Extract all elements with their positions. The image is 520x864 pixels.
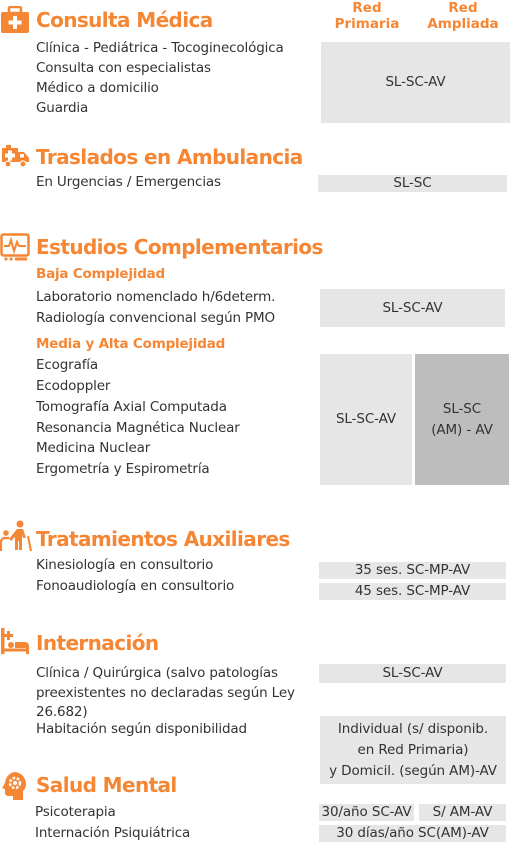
column-header-line: Red <box>352 0 382 16</box>
column-header-line: Ampliada <box>427 16 499 32</box>
coverage-box: SL-SC-AV <box>319 664 506 683</box>
head-gear-icon <box>0 771 32 803</box>
section-title-estudios: Estudios Complementarios <box>36 235 323 259</box>
column-header-line: Primaria <box>334 16 400 32</box>
list-item: Tomografía Axial Computada <box>36 399 227 415</box>
section-title-internacion: Internación <box>36 631 159 655</box>
list-item: Internación Psiquiátrica <box>35 825 191 841</box>
list-item: Clínica / Quirúrgica (salvo patologías <box>36 665 278 681</box>
section-title-traslados: Traslados en Ambulancia <box>36 145 303 169</box>
coverage-line: en Red Primaria) <box>357 741 469 758</box>
column-header-red-primaria <box>322 0 412 32</box>
column-header-line: Red <box>448 0 478 16</box>
coverage-box-psicoterapia-primaria: 30/año SC-AV <box>319 804 414 821</box>
list-item: Ergometría y Espirometría <box>36 461 210 477</box>
hospital-bed-icon <box>0 627 32 659</box>
subsection-title-baja: Baja Complejidad <box>36 266 166 282</box>
list-item: Ecografía <box>36 357 99 373</box>
coverage-box-psicoterapia-ampliada: S/ AM-AV <box>419 804 506 821</box>
coverage-box: 30 días/año SC(AM)-AV <box>319 825 506 842</box>
coverage-box: 45 ses. SC-MP-AV <box>319 583 506 600</box>
subsection-title-media: Media y Alta Complejidad <box>36 336 226 352</box>
list-item: Radiología convencional según PMO <box>36 310 275 326</box>
section-title-tratamientos: Tratamientos Auxiliares <box>36 527 290 551</box>
section-title-consulta: Consulta Médica <box>36 8 213 32</box>
list-item: Psicoterapia <box>35 804 116 820</box>
list-item: Guardia <box>36 100 89 116</box>
coverage-box-habitacion <box>320 716 506 784</box>
list-item: Laboratorio nomenclado h/6determ. <box>36 289 276 305</box>
coverage-box-ampliada <box>415 354 509 485</box>
list-item: preexistentes no declaradas según Ley <box>36 685 295 701</box>
coverage-box: SL-SC-AV <box>320 289 505 327</box>
coverage-line: SL-SC <box>442 400 482 417</box>
coverage-line: Individual (s/ disponib. <box>337 720 489 737</box>
list-item: Fonoaudiología en consultorio <box>36 578 235 594</box>
list-item: En Urgencias / Emergencias <box>36 174 221 190</box>
list-item: Resonancia Magnética Nuclear <box>36 420 240 436</box>
list-item: 26.682) <box>36 704 88 720</box>
list-item: Médico a domicilio <box>36 80 159 96</box>
list-item: Medicina Nuclear <box>36 440 151 456</box>
list-item: Kinesiología en consultorio <box>36 557 214 573</box>
coverage-box: SL-SC-AV <box>321 42 510 123</box>
coverage-box-primaria: SL-SC-AV <box>320 354 412 485</box>
list-item: Ecodoppler <box>36 378 111 394</box>
coverage-line: y Domicil. (según AM)-AV <box>329 762 497 779</box>
ambulance-icon <box>0 144 32 176</box>
list-item: Consulta con especialistas <box>36 60 211 76</box>
list-item: Habitación según disponibilidad <box>36 721 247 737</box>
first-aid-kit-icon <box>0 6 32 38</box>
list-item: Clínica - Pediátrica - Tocoginecológica <box>36 40 284 56</box>
caregiver-icon <box>0 520 32 552</box>
column-header-red-ampliada <box>418 0 508 32</box>
monitor-icon <box>0 233 32 265</box>
coverage-box: SL-SC <box>318 175 507 192</box>
section-title-salud-mental: Salud Mental <box>36 773 177 797</box>
coverage-box: 35 ses. SC-MP-AV <box>319 562 506 579</box>
coverage-line: (AM) - AV <box>431 421 493 438</box>
